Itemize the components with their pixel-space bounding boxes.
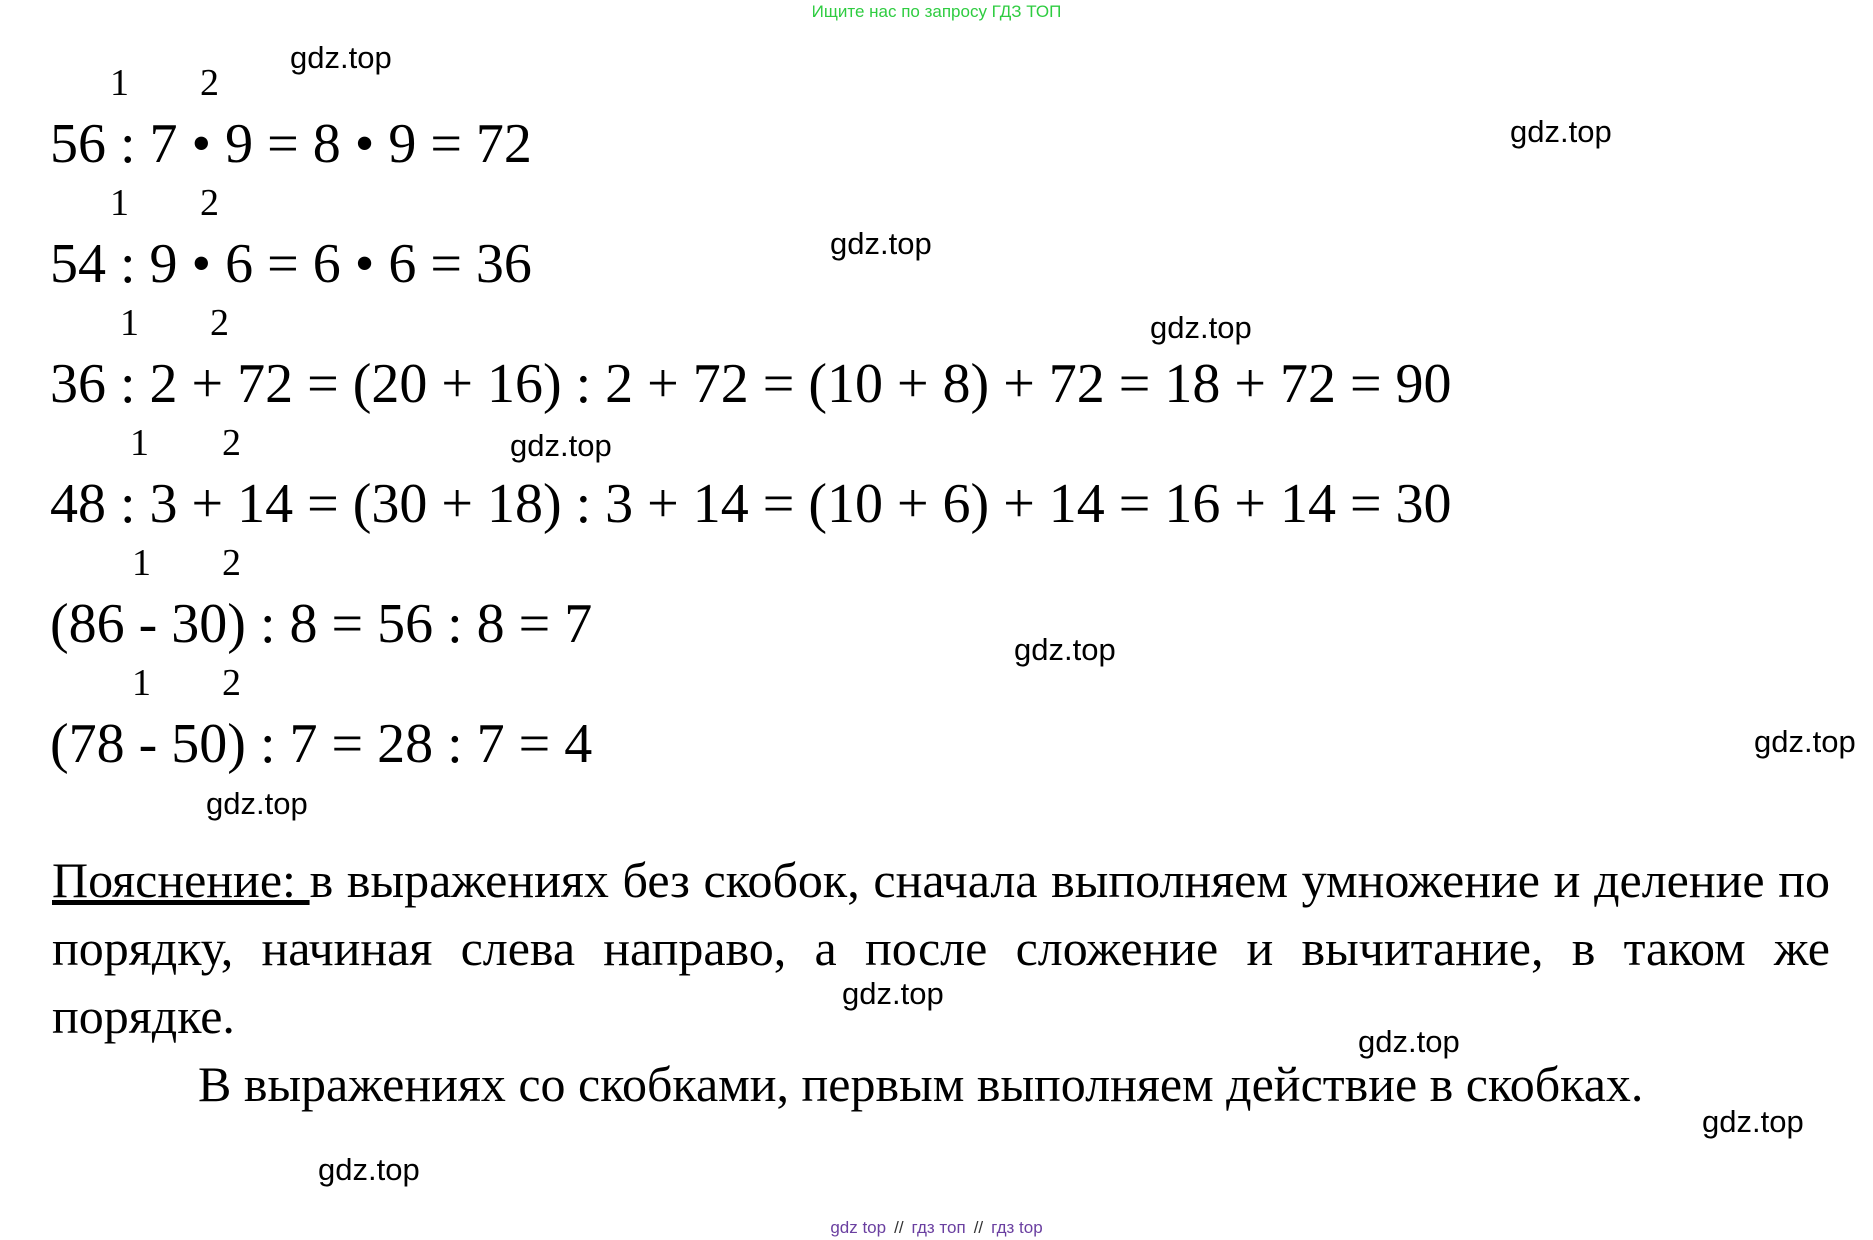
order-number-1: 1	[120, 302, 139, 344]
watermark: gdz.top	[510, 428, 612, 463]
explanation-paragraph	[52, 846, 1830, 1050]
expression-4: 48 : 3 + 14 = (30 + 18) : 3 + 14 = (10 + 6) + 14 = 16 + 14 = 30	[50, 473, 1452, 535]
expression-2: 54 : 9 • 6 = 6 • 6 = 36	[50, 233, 532, 295]
expression-3: 36 : 2 + 72 = (20 + 16) : 2 + 72 = (10 + 8) + 72 = 18 + 72 = 90	[50, 353, 1452, 415]
watermark: gdz.top	[206, 786, 308, 821]
order-number-1: 1	[130, 422, 149, 464]
expression-1: 56 : 7 • 9 = 8 • 9 = 72	[50, 113, 532, 175]
watermark: gdz.top	[1150, 310, 1252, 345]
expression-6: (78 - 50) : 7 = 28 : 7 = 4	[50, 713, 593, 775]
watermark: gdz.top	[1510, 114, 1612, 149]
footer-separator: //	[894, 1218, 904, 1237]
order-number-1: 1	[110, 62, 129, 104]
order-number-2: 2	[222, 542, 241, 584]
footer-link-1[interactable]: gdz top	[830, 1218, 887, 1237]
footer-links	[0, 1218, 1873, 1238]
brackets-paragraph: В выражениях со скобками, первым выполняем действие в скобках.	[198, 1056, 1644, 1112]
order-number-1: 1	[132, 542, 151, 584]
top-banner: Ищите нас по запросу ГДЗ ТОП	[811, 2, 1062, 21]
order-number-2: 2	[200, 182, 219, 224]
footer-link-2[interactable]: гдз топ	[911, 1218, 966, 1237]
watermark: gdz.top	[1358, 1024, 1460, 1059]
order-number-2: 2	[222, 422, 241, 464]
watermark: gdz.top	[830, 226, 932, 261]
watermark: gdz.top	[1754, 724, 1856, 759]
watermark: gdz.top	[318, 1152, 420, 1187]
explanation-heading: Пояснение:	[52, 852, 310, 908]
footer-separator: //	[973, 1218, 984, 1237]
expression-5: (86 - 30) : 8 = 56 : 8 = 7	[50, 593, 593, 655]
watermark: gdz.top	[290, 40, 392, 75]
watermark: gdz.top	[842, 976, 944, 1011]
order-number-1: 1	[110, 182, 129, 224]
footer-link-3[interactable]: гдз top	[991, 1218, 1043, 1237]
watermark: gdz.top	[1014, 632, 1116, 667]
order-number-1: 1	[132, 662, 151, 704]
watermark: gdz.top	[1702, 1104, 1804, 1139]
order-number-2: 2	[222, 662, 241, 704]
order-number-2: 2	[210, 302, 229, 344]
order-number-2: 2	[200, 62, 219, 104]
explanation-text: в выражениях без скобок, сначала выполняем умножение и деление по порядку, начиная слева направо, а после сложение и вычитание, в таком же порядке.	[52, 852, 1830, 1044]
